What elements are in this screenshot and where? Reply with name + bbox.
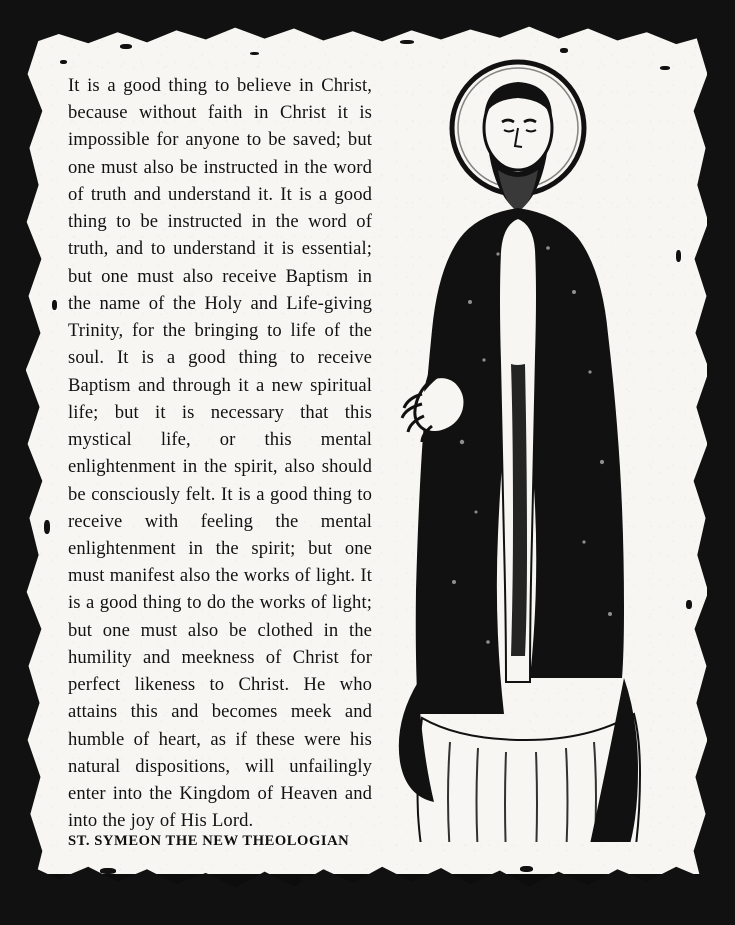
quote-block [68, 72, 372, 835]
grain-speck [300, 876, 311, 881]
grain-speck [620, 880, 629, 884]
attribution: ST. SYMEON THE NEW THEOLOGIAN [68, 833, 350, 849]
quote-text: It is a good thing to believe in Christ, because without faith in Christ it is impossible for anyone to be saved; but one must also be instructed in the word of truth and understand it. It is a good thing to be instructed in the word of truth, and to understand it is essential; but one must also receive Baptism in the name of the Holy and Life-giving Trinity, for the bringing to life of the soul. It is a good thing to receive Baptism and through it a new spiritual life; but it is necessary that this mystical life, or this mental enlightenment in the spirit, also should be consciously felt. It is a good thing to receive with feeling the mental enlightenment in the spirit; but one must manifest also the works of light. It is a good thing to do the works of light; but one must also be clothed in the humility and meekness of Christ for perfect likeness to Christ. He who attains this and becomes meek and humble of heart, as if these were his natural dispositions, will unfailingly enter into the Kingdom of Heaven and into the joy of His Lord. [68, 75, 372, 832]
saint-icon-illustration [378, 42, 690, 842]
